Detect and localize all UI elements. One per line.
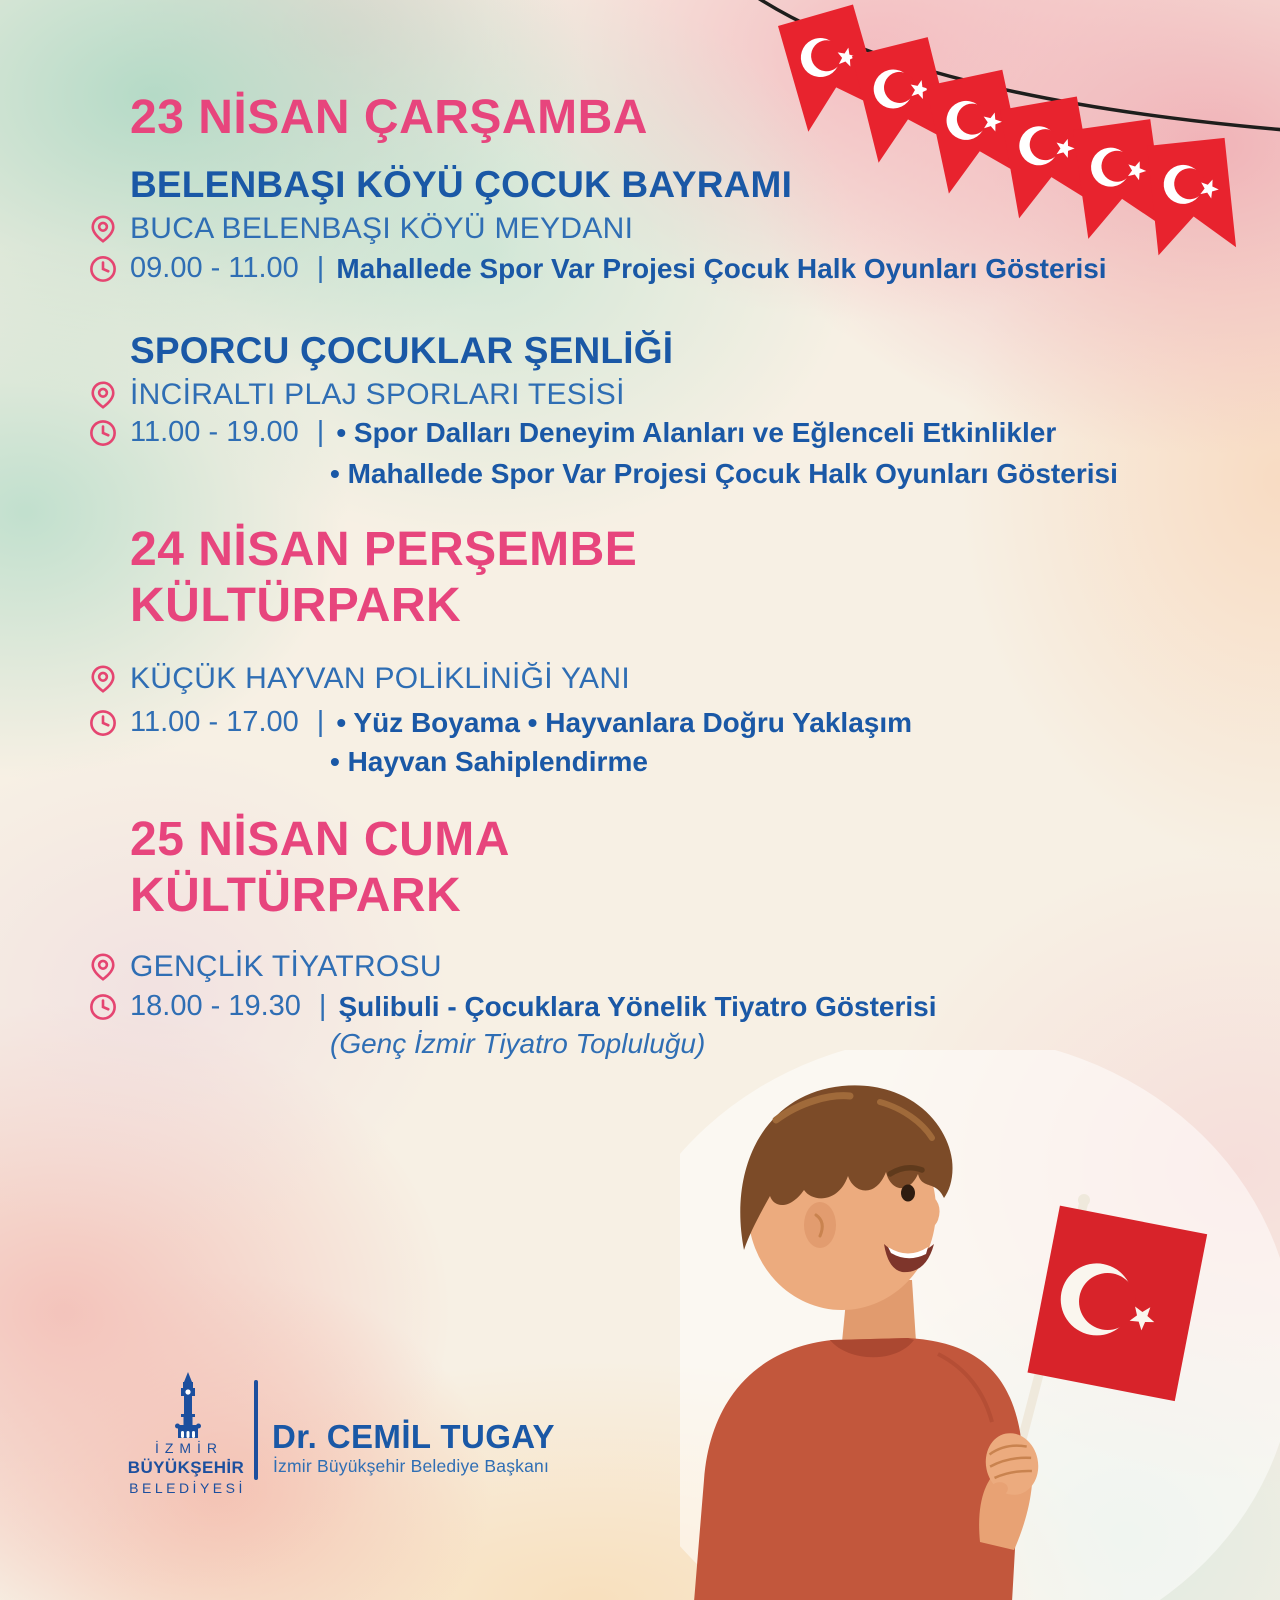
- event-note: (Genç İzmir Tiyatro Topluluğu): [330, 1028, 706, 1059]
- turkish-flag-bunting: [700, 0, 1280, 280]
- event-time-row: [88, 416, 1056, 449]
- location-pin-icon: [88, 214, 118, 244]
- event-title: BELENBAŞI KÖYÜ ÇOCUK BAYRAMI: [130, 164, 793, 205]
- day-heading-line1: 24 NİSAN PERŞEMBE: [130, 523, 638, 576]
- clock-icon: [88, 418, 118, 448]
- separator: |: [316, 706, 325, 738]
- clock-icon: [88, 254, 118, 284]
- event-time: 18.00 - 19.30: [130, 990, 301, 1022]
- separator: |: [316, 416, 325, 448]
- day-heading-25-nisan: [130, 812, 510, 924]
- day-heading-line2: KÜLTÜRPARK: [130, 869, 462, 922]
- event-activity: Mahallede Spor Var Projesi Çocuk Halk Oyunları Gösterisi: [336, 252, 1107, 284]
- event-location: GENÇLİK TİYATROSU: [130, 950, 442, 983]
- event-activity: • Yüz Boyama • Hayvanlara Doğru Yaklaşım: [336, 706, 913, 738]
- event-activity: • Hayvan Sahiplendirme: [330, 746, 648, 777]
- event-location: BUCA BELENBAŞI KÖYÜ MEYDANI: [130, 212, 634, 245]
- event-time: 09.00 - 11.00: [130, 252, 299, 284]
- municipality-logo-text: [126, 1440, 246, 1496]
- event-location: İNCİRALTI PLAJ SPORLARI TESİSİ: [130, 378, 625, 411]
- turkish-flag: [1028, 1206, 1208, 1401]
- clock-icon: [88, 992, 118, 1022]
- clock-icon: [88, 708, 118, 738]
- day-heading-line2: KÜLTÜRPARK: [130, 579, 462, 632]
- event-time: 11.00 - 17.00: [130, 706, 299, 738]
- day-heading-23-nisan: 23 NİSAN ÇARŞAMBA: [130, 91, 648, 144]
- location-pin-icon: [88, 380, 118, 410]
- event-location-row: [88, 662, 630, 696]
- day-heading-24-nisan: [130, 522, 637, 634]
- event-time-row: [88, 990, 937, 1023]
- event-location-row: [88, 212, 633, 246]
- mayor-title: İzmir Büyükşehir Belediye Başkanı: [273, 1456, 550, 1476]
- event-time-row: [88, 706, 912, 739]
- event-location-row: [88, 950, 442, 984]
- event-activity: • Spor Dalları Deneyim Alanları ve Eğlenceli Etkinlikler: [336, 416, 1057, 448]
- child-with-flag-photo: [680, 1050, 1280, 1600]
- event-title: SPORCU ÇOCUKLAR ŞENLİĞİ: [130, 330, 674, 371]
- logo-line-belediyesi: BELEDİYESİ: [129, 1480, 246, 1496]
- footer-divider: [254, 1380, 258, 1480]
- event-location-row: [88, 378, 625, 412]
- event-time-row: [88, 252, 1107, 285]
- event-activity: • Mahallede Spor Var Projesi Çocuk Halk Oyunları Gösterisi: [330, 458, 1118, 489]
- separator: |: [318, 990, 327, 1022]
- day-heading-line1: 25 NİSAN CUMA: [130, 813, 510, 866]
- izmir-clock-tower-logo: [168, 1372, 208, 1438]
- event-activity: Şulibuli - Çocuklara Yönelik Tiyatro Gösterisi: [338, 990, 937, 1022]
- event-location: KÜÇÜK HAYVAN POLİKLİNİĞİ YANI: [130, 662, 630, 695]
- event-time: 11.00 - 19.00: [130, 416, 299, 448]
- location-pin-icon: [88, 952, 118, 982]
- separator: |: [316, 252, 325, 284]
- logo-line-izmir: İZMİR: [154, 1440, 224, 1456]
- mayor-name: Dr. CEMİL TUGAY: [272, 1418, 555, 1455]
- location-pin-icon: [88, 664, 118, 694]
- logo-line-buyuksehir: BÜYÜKŞEHİR: [127, 1458, 245, 1477]
